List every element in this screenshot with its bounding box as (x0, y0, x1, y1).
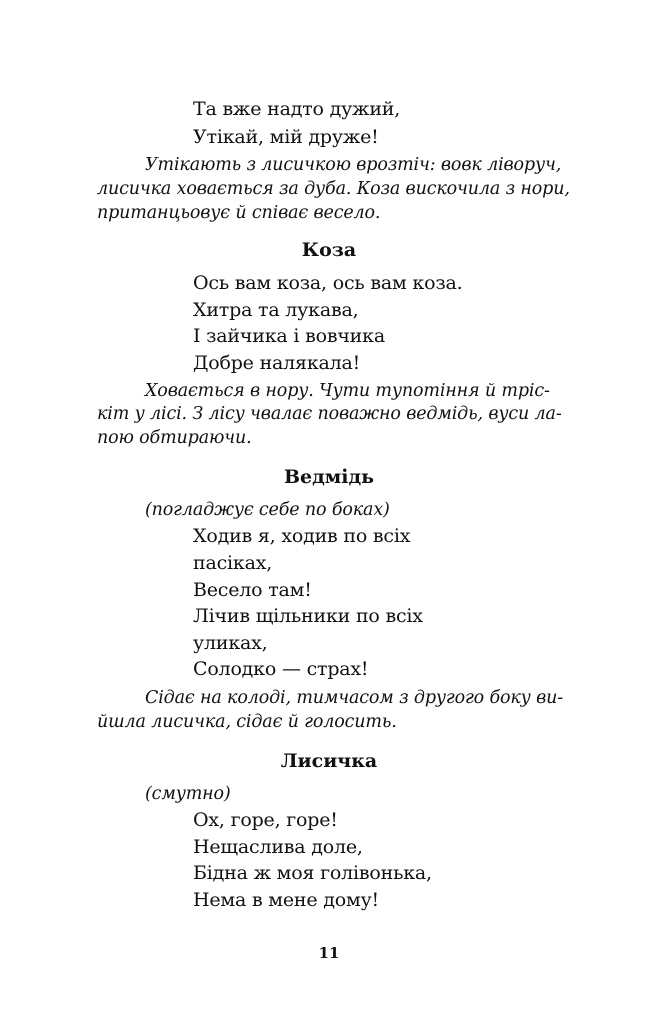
stage-direction-line: пою обтираючи. (97, 428, 252, 448)
page-number: 11 (318, 944, 340, 962)
speaker-remark: (погладжує себе по боках) (145, 500, 390, 520)
verse-line: Ось вам коза, ось вам коза. (193, 272, 463, 294)
stage-direction-line: Утікають з лисичкою врозтіч: вовк ліворуч, (145, 155, 562, 175)
verse-line: Весело там! (193, 579, 312, 601)
stage-direction-line: пританцьовує й співає весело. (97, 203, 381, 223)
verse-line: Утікай, мій друже! (193, 126, 379, 148)
verse-line: І зайчика і вовчика (193, 325, 385, 347)
verse-line: Ходив я, ходив по всіх (193, 525, 411, 547)
verse-line: Нещаслива доле, (193, 836, 363, 858)
verse-line: Ох, горе, горе! (193, 809, 338, 831)
stage-direction-line: лисичка ховається за дуба. Коза вискочила з нори, (97, 179, 570, 199)
speaker-name: Коза (301, 239, 357, 261)
verse-line: Солодко — страх! (193, 658, 369, 680)
speaker-name: Ведмідь (283, 466, 375, 488)
stage-direction-line: Сідає на колоді, тимчасом з другого боку ви- (145, 688, 564, 708)
verse-line: Нема в мене дому! (193, 889, 379, 911)
stage-direction-line: кіт у лісі. З лісу чвалає поважно ведмідь, вуси ла- (97, 404, 562, 424)
stage-direction-line: Ховається в нору. Чути тупотіння й тріс- (145, 381, 550, 401)
verse-line: Та вже надто дужий, (193, 98, 401, 120)
verse-line: Бідна ж моя голівонька, (193, 862, 432, 884)
verse-line: Хитра та лукава, (193, 299, 359, 321)
speaker-name: Лисичка (280, 750, 378, 772)
verse-line: Добре налякала! (193, 352, 361, 374)
verse-line: уликах, (193, 632, 268, 654)
stage-direction-line: йшла лисичка, сідає й голосить. (97, 712, 397, 732)
verse-line: Лічив щільники по всіх (193, 605, 423, 627)
speaker-remark: (смутно) (145, 784, 231, 804)
verse-line: пасіках, (193, 552, 273, 574)
